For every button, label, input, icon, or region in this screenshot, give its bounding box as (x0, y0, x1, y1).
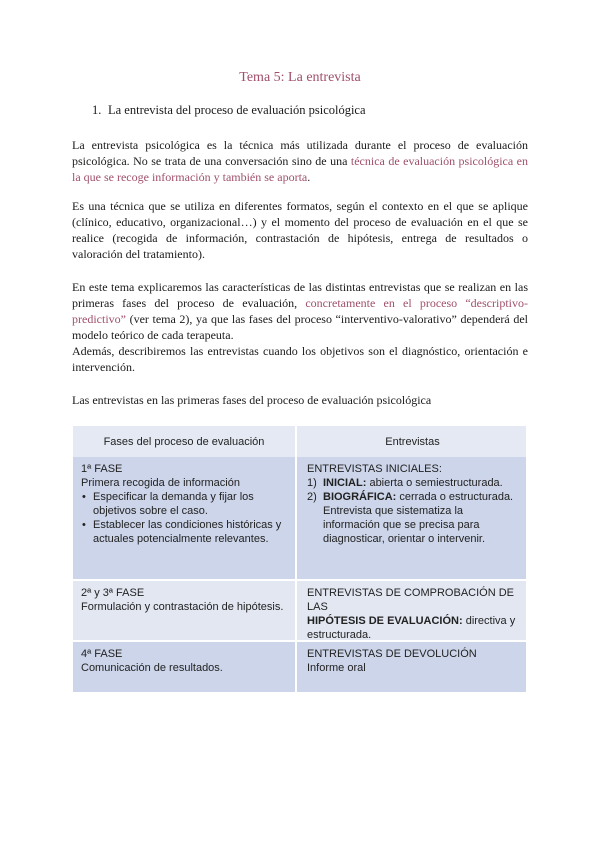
list-text: La entrevista del proceso de evaluación psicológica (108, 103, 366, 117)
list-number: 1. (92, 103, 102, 117)
phase-description: Comunicación de resultados. (81, 662, 223, 674)
paragraph-text: . (307, 170, 311, 184)
interview-phases-table (73, 426, 526, 674)
interview-heading: ENTREVISTAS DE DEVOLUCIÓN (307, 648, 477, 660)
interview-heading: ENTREVISTAS INICIALES: (307, 463, 442, 475)
list-item: • Especificar la demanda y fijar los objetivos sobre el caso. (81, 490, 287, 518)
item-number: 1) (307, 477, 317, 489)
item-label: INICIAL: (323, 477, 367, 489)
paragraph-definition (72, 137, 528, 185)
highlighted-text: concretamente en el proceso “descriptivo-predictivo” (72, 296, 528, 326)
table-caption: Las entrevistas en las primeras fases del proceso de evaluación psicológica (72, 393, 432, 407)
interview-cell (299, 642, 526, 692)
item-text: abierta o semiestructurada. (366, 477, 503, 489)
table-header-row (73, 426, 526, 457)
item-label: BIOGRÁFICA: (323, 491, 397, 503)
list-item: • Establecer las condiciones históricas y actuales potencialmente relevantes. (81, 518, 287, 546)
phase-cell (73, 581, 297, 640)
table-row (73, 581, 526, 640)
header-phases: Fases del proceso de evaluación (73, 426, 297, 457)
interview-description (307, 614, 518, 642)
phase-cell (73, 457, 297, 579)
phase-description: Primera recogida de información (81, 477, 240, 489)
paragraph-text: (ver tema 2), ya que las fases del proceso “interventivo-valorativo” dependerá del modelo teórico de cada terapeuta. (72, 312, 528, 342)
item-label: HIPÓTESIS DE EVALUACIÓN: (307, 615, 463, 627)
phase-name: 1ª FASE (81, 463, 123, 475)
list-item (307, 490, 518, 546)
interview-heading: ENTREVISTAS DE COMPROBACIÓN DE LAS (307, 587, 514, 613)
paragraph-formats: Es una técnica que se utiliza en diferentes formatos, según el contexto en el que se aplique (clínico, educativo, organizacional…) y el momento del proceso de evaluación en el que se realice (recogida de información, contrastación de hipótesis, entrega de resultados o valoración del tratamiento). (72, 199, 528, 261)
highlighted-text: técnica de evaluación psicológica en la que se recoge información y también se aporta (72, 154, 528, 184)
phase-description: Formulación y contrastación de hipótesis. (81, 601, 284, 613)
table-row (73, 457, 526, 579)
paragraph-text: La entrevista psicológica es la técnica más utilizada durante el proceso de evaluación psicológica. No se trata de una conversación sino de una (72, 138, 528, 168)
item-text: cerrada o estructurada. Entrevista que sistematiza la información que se precisa para diagnosticar, orientar o intervenir. (323, 491, 514, 545)
section-list-item (92, 103, 366, 118)
phase-cell (73, 642, 297, 692)
interview-cell (299, 581, 526, 640)
phase-name: 4ª FASE (81, 648, 123, 660)
paragraph-objectives: Además, describiremos las entrevistas cuando los objetivos son el diagnóstico, orientación e intervención. (72, 344, 528, 374)
interview-cell (299, 457, 526, 579)
item-text: directiva y estructurada. (307, 615, 516, 641)
table-row (73, 642, 526, 692)
paragraph-scope (72, 279, 528, 343)
header-interviews: Entrevistas (385, 435, 440, 448)
item-number: 2) (307, 491, 317, 503)
list-item (307, 476, 518, 490)
phase-name: 2ª y 3ª FASE (81, 587, 145, 599)
paragraph-text: En este tema explicaremos las características de las distintas entrevistas que se realizan en las primeras fases del proceso de evaluación, (72, 280, 528, 310)
page-title: Tema 5: La entrevista (239, 70, 361, 85)
interview-description: Informe oral (307, 662, 366, 674)
